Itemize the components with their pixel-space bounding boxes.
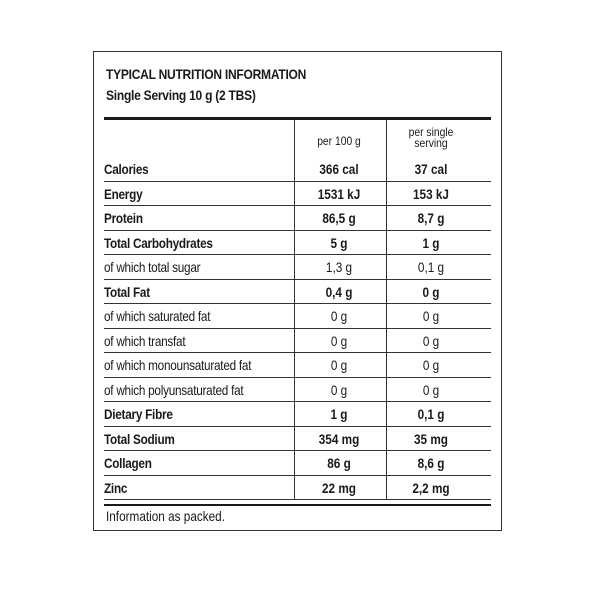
value-per-serving: 0 g bbox=[422, 357, 440, 373]
table-row bbox=[104, 476, 491, 501]
table-row bbox=[104, 157, 491, 182]
value-per-100g: 0 g bbox=[330, 308, 348, 324]
value-per-serving: 35 mg bbox=[414, 430, 448, 447]
value-per-serving: 0,1 g bbox=[417, 259, 445, 275]
value-per-100g: 1 g bbox=[330, 406, 348, 422]
value-per-100g: 0,4 g bbox=[325, 283, 353, 300]
table-row bbox=[104, 353, 491, 378]
table-row bbox=[104, 304, 491, 329]
value-per-100g: 86 g bbox=[327, 455, 351, 471]
value-per-serving: 8,6 g bbox=[417, 455, 445, 471]
value-per-serving: 0 g bbox=[422, 381, 440, 398]
table-row bbox=[104, 255, 491, 280]
nutrient-label: Total Fat bbox=[104, 283, 150, 300]
value-per-100g: 0 g bbox=[330, 357, 348, 373]
nutrient-label: Protein bbox=[104, 210, 143, 226]
value-per-serving: 0 g bbox=[422, 332, 440, 349]
nutrient-label: Calories bbox=[104, 161, 149, 177]
nutrient-label: Total Sodium bbox=[104, 430, 175, 447]
footer-divider bbox=[104, 504, 491, 506]
nutrition-table bbox=[104, 157, 491, 500]
nutrition-panel bbox=[93, 51, 502, 531]
value-per-serving: 1 g bbox=[422, 234, 440, 251]
value-per-serving: 8,7 g bbox=[417, 210, 445, 226]
value-per-serving: 0,1 g bbox=[417, 406, 445, 422]
value-per-100g: 1,3 g bbox=[325, 259, 353, 275]
value-per-100g: 22 mg bbox=[322, 479, 356, 496]
table-row bbox=[104, 378, 491, 403]
table-row bbox=[104, 402, 491, 427]
nutrient-label: of which saturated fat bbox=[104, 308, 211, 324]
nutrient-label: Energy bbox=[104, 185, 143, 202]
table-row bbox=[104, 206, 491, 231]
value-per-serving: 0 g bbox=[422, 283, 440, 300]
nutrient-label: of which polyunsaturated fat bbox=[104, 381, 244, 398]
value-per-100g: 1531 kJ bbox=[317, 185, 361, 202]
table-row bbox=[104, 329, 491, 354]
column-divider-left bbox=[294, 120, 295, 500]
panel-title: TYPICAL NUTRITION INFORMATION bbox=[106, 66, 307, 82]
value-per-serving: 0 g bbox=[422, 308, 440, 324]
nutrition-rows bbox=[104, 157, 491, 500]
value-per-serving: 2,2 mg bbox=[412, 479, 450, 496]
nutrient-label: of which monounsaturated fat bbox=[104, 357, 252, 373]
table-row bbox=[104, 451, 491, 476]
nutrient-label: Total Carbohydrates bbox=[104, 234, 213, 251]
table-row bbox=[104, 280, 491, 305]
column-header-per-serving: per single serving bbox=[408, 125, 454, 150]
column-header-per-100g: per 100 g bbox=[317, 134, 361, 148]
value-per-100g: 0 g bbox=[330, 332, 348, 349]
value-per-100g: 0 g bbox=[330, 381, 348, 398]
header-divider bbox=[104, 117, 491, 120]
value-per-100g: 354 mg bbox=[318, 430, 360, 447]
value-per-100g: 86,5 g bbox=[322, 210, 356, 226]
value-per-serving: 37 cal bbox=[414, 161, 448, 177]
table-row bbox=[104, 427, 491, 452]
nutrient-label: Dietary Fibre bbox=[104, 406, 173, 422]
table-row bbox=[104, 182, 491, 207]
value-per-100g: 366 cal bbox=[319, 161, 359, 177]
nutrient-label: Collagen bbox=[104, 455, 152, 471]
column-divider-right bbox=[386, 120, 387, 500]
value-per-serving: 153 kJ bbox=[413, 185, 449, 202]
serving-size: Single Serving 10 g (2 TBS) bbox=[106, 87, 256, 103]
footer-note: Information as packed. bbox=[106, 508, 225, 524]
value-per-100g: 5 g bbox=[330, 234, 348, 251]
nutrient-label: of which total sugar bbox=[104, 259, 201, 275]
nutrient-label: of which transfat bbox=[104, 332, 186, 349]
table-row bbox=[104, 231, 491, 256]
nutrient-label: Zinc bbox=[104, 479, 128, 496]
